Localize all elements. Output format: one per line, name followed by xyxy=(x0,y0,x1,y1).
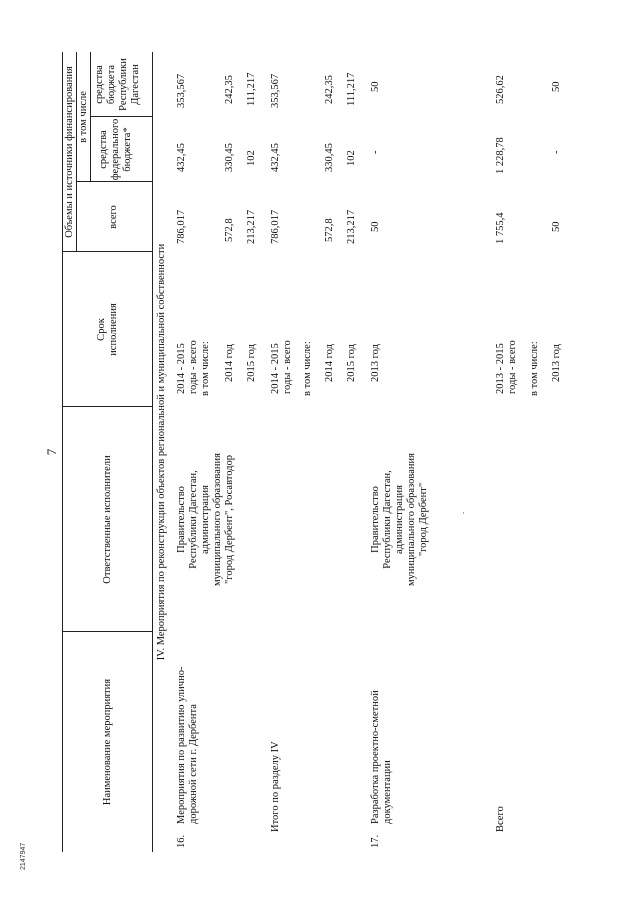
itogo-fed-all: 432,45 xyxy=(270,143,281,172)
vsego-term-3: в том числе: xyxy=(529,341,540,396)
row-16-fed-2015: 102 xyxy=(246,150,257,166)
header-rd-1: средства xyxy=(94,65,105,104)
vsego-total-all: 1 755,4 xyxy=(495,212,506,244)
row-16-term-1: 2014 - 2015 xyxy=(176,343,187,394)
table-top-border xyxy=(62,52,63,852)
row-16-rd-2015: 111,217 xyxy=(246,72,257,106)
fin-header-split xyxy=(76,52,77,252)
row-16-term-3: в том числе: xyxy=(200,341,211,396)
row-16-fed-2014: 330,45 xyxy=(224,143,235,172)
row-17-exec-1: Правительство xyxy=(370,486,381,553)
vsego-term-2: годы - всего xyxy=(507,340,518,394)
row-16-number: 16. xyxy=(176,834,187,848)
header-term-2: исполнения xyxy=(108,303,119,356)
itogo-term-3: в том числе: xyxy=(302,341,313,396)
row-17-rd: 50 xyxy=(370,81,381,92)
row-16-total-2015: 213,217 xyxy=(246,209,257,244)
row-16-rd-all: 353,567 xyxy=(176,73,187,108)
header-rd-2: бюджета xyxy=(106,64,117,105)
header-fin: Объемы и источники финансирования xyxy=(64,66,75,238)
row-16-name-2: дорожной сети г. Дербента xyxy=(188,704,199,824)
itogo-term-1: 2014 - 2015 xyxy=(270,343,281,394)
document-side-code: 2147947 xyxy=(20,842,27,870)
row-17-name-2: документации xyxy=(382,760,393,824)
row-17-term: 2013 год xyxy=(370,344,381,382)
itogo-term-4: 2014 год xyxy=(324,344,335,382)
header-total: всего xyxy=(108,205,119,229)
header-term-1: Срок xyxy=(96,318,107,341)
stray-dot: . xyxy=(457,512,466,514)
row-17-exec-5: "город Дербент" xyxy=(418,482,429,557)
row-17-fed: - xyxy=(370,150,381,154)
row-16-total-2014: 572,8 xyxy=(224,218,235,242)
rotated-table xyxy=(40,52,600,852)
itogo-term-5: 2015 год xyxy=(346,344,357,382)
itogo-fed-2014: 330,45 xyxy=(324,143,335,172)
row-16-term-4: 2014 год xyxy=(224,344,235,382)
row-17-number: 17. xyxy=(370,834,381,848)
vsego-term-1: 2013 - 2015 xyxy=(495,343,506,394)
itogo-rd-2015: 111,217 xyxy=(346,72,357,106)
itogo-label: Итого по разделу IV xyxy=(270,741,281,832)
row-16-term-2: годы - всего xyxy=(188,340,199,394)
row-16-exec-1: Правительство xyxy=(176,486,187,553)
header-rd-3: Республики xyxy=(118,58,129,111)
header-incl: в том числе xyxy=(78,91,89,143)
row-16-total-all: 786,017 xyxy=(176,209,187,244)
row-16-exec-3: администрация xyxy=(200,485,211,554)
row-17-exec-4: муниципального образования xyxy=(406,453,417,586)
header-rd-4: Дагестан xyxy=(130,64,141,105)
vsego-rd-all: 526,62 xyxy=(495,75,506,104)
vsego-label: Всего xyxy=(495,806,506,832)
page-number: 7 xyxy=(44,448,59,456)
header-fed-3: бюджета* xyxy=(122,127,133,172)
row-16-exec-2: Республики Дагестан, xyxy=(188,470,199,569)
row-16-name-1: Мероприятия по развитию улично- xyxy=(176,666,187,824)
section-title: IV. Мероприятия по реконструкции объектов региональной и муниципальной собственности xyxy=(156,243,167,661)
header-fed-2: федерального xyxy=(110,118,121,181)
itogo-total-2014: 572,8 xyxy=(324,218,335,242)
row-17-total: 50 xyxy=(370,221,381,232)
itogo-total-2015: 213,217 xyxy=(346,209,357,244)
itogo-fed-2015: 102 xyxy=(346,150,357,166)
vsego-fed-all: 1 228,78 xyxy=(495,137,506,174)
itogo-total-all: 786,017 xyxy=(270,209,281,244)
header-name: Наименование мероприятия xyxy=(102,678,113,806)
itogo-rd-all: 353,567 xyxy=(270,73,281,108)
vsego-rd-2013: 50 xyxy=(551,81,562,92)
vsego-total-2013: 50 xyxy=(551,221,562,232)
itogo-term-2: годы - всего xyxy=(282,340,293,394)
incl-header-split xyxy=(90,52,91,182)
row-16-rd-2014: 242,35 xyxy=(224,75,235,104)
vsego-fed-2013: - xyxy=(551,150,562,154)
header-fed-1: средства xyxy=(98,130,109,169)
header-exec: Ответственные исполнители xyxy=(102,455,113,584)
header-bottom-border xyxy=(152,52,153,852)
row-16-exec-5: "город Дербент", Росавтодор xyxy=(224,454,235,585)
row-17-exec-3: администрация xyxy=(394,485,405,554)
row-17-name-1: Разработка проектно-сметной xyxy=(370,690,381,824)
row-16-exec-4: муниципального образования xyxy=(212,453,223,586)
row-16-term-5: 2015 год xyxy=(246,344,257,382)
vsego-term-4: 2013 год xyxy=(551,344,562,382)
itogo-rd-2014: 242,35 xyxy=(324,75,335,104)
row-17-exec-2: Республики Дагестан, xyxy=(382,470,393,569)
row-16-fed-all: 432,45 xyxy=(176,143,187,172)
